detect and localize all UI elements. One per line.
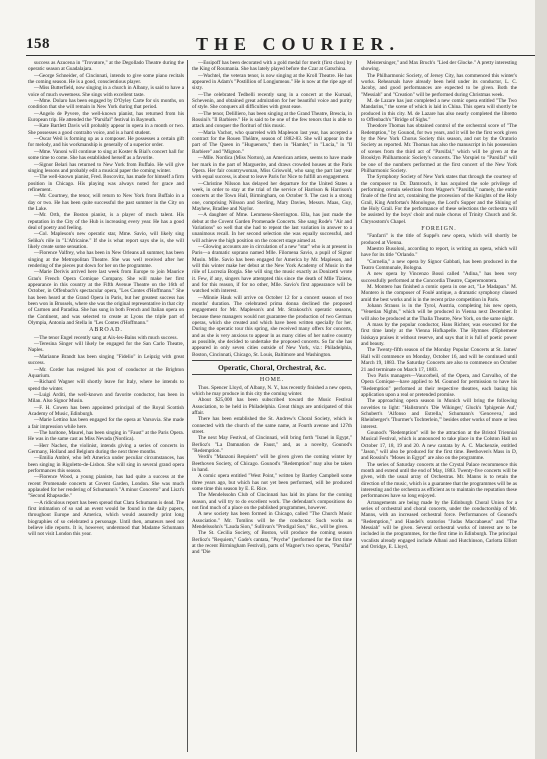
- page-edge: [535, 0, 547, 759]
- news-paragraph: Two Paris managers—Vaucorbeil, of the Opera, and Carvalho, of the Opera Comique—have applied to M. Gounod for permission to have his "Redemption" performed at their respective theatres, each basing his application upon a real or pretended promise.: [361, 372, 517, 398]
- news-paragraph: —Essipoff has been decorated with a gold medal for merit (first class) by the King of Roumania. She has lately played before the Czar at Gatschina.: [192, 60, 352, 73]
- news-paragraph: —Mr. Orth, the Boston pianist, is a player of much talent. His reputation in the City of the Hub is increasing every year. He has a good deal of poetry and feeling.: [28, 212, 184, 231]
- news-paragraph: —Mlle. Nordica (Miss Norton), an American artiste, seems to have made her mark in the part of Marguerite, and draws crowded houses at the Paris Opera. Her fair countrywoman, Miss Griswold, who sang the part last year with equal success, is about to leave Paris for Nice to fulfill an engagement.: [192, 155, 352, 181]
- section-heading: Operatic, Choral, Orchestral, &c.: [192, 360, 352, 375]
- news-paragraph: Verdi's "Manzoni Requiem" will be given given the coming winter by Beethoven Society, of Chicago. Gounod's "Redemption" may also be taken in hand.: [192, 454, 352, 473]
- news-paragraph: —Florence Valfrey, who has been in New Orleans all summer, has been singing at the Metropolitan Theatre. She was well received after her rendering of the pieces put down for her on the programme.: [28, 250, 184, 269]
- news-paragraph: —Glowing accounts are in circulation of a new "star" who is at present in Paris—a dramatic soprano named Mlle. Filomena Savio, a pupil of Signor Musin. Mlle. Savio has been engaged for America by Mr. Mapleson, and will this winter make her debut at the New York Academy of Music in the rôle of Lucrezia Borgia. She will sing the music exactly as Donizetti wrote it. Few, if any, singers have attempted this since the death of Mlle Tiziens, and for this reason, if for no other, Mlle. Savio's first appearance will be watched with interest.: [192, 243, 352, 295]
- news-paragraph: —Signor Belari has returned to New York from Buffalo. He will give singing lessons and probably edit a musical paper the coming winter.: [28, 161, 184, 174]
- column-rule: [187, 60, 188, 752]
- news-paragraph: The Twenty-fifth season of the Monday Popular Concerts at St. James' Hall will commence on Monday, October 16, and will be continued until March 19, 1883. The Saturday Concerts are also to commence on October 21 and terminate on March 17, 1883.: [361, 347, 517, 373]
- news-paragraph: —Wachtel, the veteran tenor, is now singing at the Kroll Theatre. He has appeared in Adam's "Postillion of Longjumeau." He is now at the ripe age of sixty.: [192, 72, 352, 92]
- news-paragraph: —Herr Nachez, the violinist, intends giving a series of concerts in Germany, Holland and Belgium during the next three months.: [28, 442, 184, 455]
- section-subheading: HOME.: [259, 377, 285, 384]
- news-paragraph: A mass by the popular conductor, Hans Richter, was executed for the first time lately at the Vienna Hofkapelle. The Hymnes d'Ephemene Isiskaya praises it without reserve, and says that it is full of poetic power and beauty.: [361, 322, 517, 348]
- news-paragraph: "Cornelia," a new opera by Signor Gabbati, has been produced in the Teatro Communale, Bologna.: [361, 258, 517, 271]
- news-paragraph: —Florence Wood, a young pianiste, has had quite a success at the recent Promenade concerts at Covent Garden, London. She was much applauded for her rendering of Schumann's "A minor Concerto" and Liszt's "Second Rhapsodie.": [28, 474, 184, 500]
- news-paragraph: —A ridiculous report has been spread that Clara Schumann is dead. The first intimation of so sad an event would be found in the daily papers, throughout Europe and America, which would assuredly print long biographies of so celebrated a personage. Until then, amateurs need not believe idle reports. It is, however, understood that Madame Schumann will not visit London this year.: [28, 499, 184, 538]
- news-paragraph: About $25,000 has been subscribed toward the Music Festival Association, to be held in Philadelphia. Great things are anticipated of this affair.: [192, 397, 352, 416]
- news-paragraph: —Oscar Weil is forming up as a composer. He possesses a certain gift for melody, and his workmanship is generally of a superior order.: [28, 136, 184, 149]
- column-left: [28, 60, 184, 750]
- news-paragraph: The Symphony Society of New York states that through the courtesy of the composer to Dr. Damrosch, it has acquired the sole privilege of performing certain selections from Wagner's "Parsifal," namely, the entire finale of the first act, containing the procession of the Knights of the Holy Grail, King Amfortas's Monologue, the Lord's Supper and the Shining of the Holy Grail. For the performance of these selections the orchestra will be assisted by the boys' choir and male chorus of Trinity Church and St. Chrysostom's Chapel.: [361, 174, 517, 225]
- section-subheading: ABROAD.: [89, 327, 123, 334]
- news-paragraph: The St. Cecilia Society, of Boston, will produce the coming season Berlioz's "Requiem," Gade's cantata, "Psyche" (performed for the first time at the recent Birmingham Festival), parts of Wagner's two operas, "Parsifal" and "Die: [192, 530, 352, 556]
- news-paragraph: —The tenor, Delilliero, has been singing at the Grand Theatre, Brescia, in Rossini's "Il Barbiere." He is said to be one of the few tenors that is able to attack and conquer the florituri of this music.: [192, 110, 352, 130]
- news-paragraph: —The baritone, Maurel, has been singing in "Faust" at the Paris Opera. He was in the same cast as Miss Nevada (Nordica).: [28, 429, 184, 443]
- news-paragraph: M. Montero has finished a comic opera in one act, "Le Madapan." M. Montero is the composer of Foulé antique, a dramatic symphony classed amid the best works and is in the recent prize competition in Paris.: [361, 284, 517, 303]
- masthead-title: THE COURIER.: [196, 34, 401, 54]
- section-subheading: FOREIGN.: [421, 225, 457, 232]
- page-header: [26, 33, 536, 56]
- column-rule: [356, 60, 357, 752]
- news-paragraph: —Mr. Corder has resigned his post of conductor at the Brighton Aquarium.: [28, 366, 184, 379]
- news-paragraph: —Marie Derivis arrived here last week from Europe to join Maurice Grau's French Opera Comique Company. She will make her first appearance in this country at the Fifth Avenue Theatre on the 16th of October, in Offenbach's spectacular opera, "Les Contes d'Hoffmann." She has been heard at the Grand Opera in Paris, but her greatest success has been won in Brussels, where she was the original representative in that city of Carmen and Paradisa. She has sung in both French and Italian opera on the Continent, and was selected to create at Lyons the triple part of Olympia, Antonia and Stella in "Les Contes d'Hoffmann.": [28, 269, 184, 327]
- news-paragraph: Arrangements are being made by the Edinburgh Choral Union for a series of orchestral and choral concerts, under the conductorship of Mr. Manns, with an increased orchestral force. Performances of Gounod's "Redemption," and Handel's oratorios "Judas Maccabaeus" and "The Messiah" will be given. Several orchestral works of interest are to be included in the programmes, for the first time in Edinburgh. The principal vocalists already engaged include Albani and Hutchinson, Carlotta Elliott and Orridge, E. Lloyd,: [361, 499, 517, 551]
- news-paragraph: Meistersinger," and Max Bruch's "Lied der Glocke." A pretty interesting showing.: [361, 60, 517, 73]
- news-paragraph: A new opera by Vincenzo Bossi called "Adina," has been very successfully performed at the Concordia Theatre, Caperemontera.: [361, 271, 517, 284]
- news-paragraph: M. de Lazare has just completed a new comic opera entitled "The Two Mandarins," the scene of which is laid in China. This opera will shortly be produced in this city. M. de Lazare has also nearly completed the libretto to Offenbach's "Bridge of Sighs.": [361, 98, 517, 124]
- news-paragraph: Thos. Spencer Lloyd, of Albany, N. Y., has recently finished a new opera, which he may produce in this city the coming winter.: [192, 384, 352, 397]
- news-paragraph: Maestro Busoloni, according to report, is writing an opera, which will have for its title "Orlando.": [361, 245, 517, 259]
- news-paragraph: The approaching opera season in Munich will bring the following novelties to light: "Hallstrom's 'Die Wikinger,' Gluck's 'Iphigenie Auf,' Schubert's 'Alfonso and Estrella,' Schumann's 'Genoveva,' and Rheinberger's 'Thurmer's Tochterlein,'" besides other works of more or less interest.: [361, 398, 517, 430]
- news-paragraph: —Kate Bartlett Davis will probably appear in opera in a month or two. She possesses a good contralto voice, and is a hard student.: [28, 123, 184, 136]
- news-paragraph: success as Azucena in "Trovatore," at the Degollado Theatre during the operatic season at Guadalajara.: [28, 60, 184, 73]
- news-paragraph: —A daughter of Mme. Lemmens-Sherrington. Ella, has just made the debut at the Covent Garden Promenade Concerts. She sang Rode's "Air and Variations" so well that she had to repeat the last variation in answer to a unanimous recall. In her second selection she was equally successful, and will achieve the high position on the concert stage aimed at.: [192, 212, 352, 244]
- news-paragraph: —Minnie Hauk will arrive on October 12 for a concert season of two months' duration. The celebrated prima donna declined the proposed engagement for Mr. Mapleson's and Mr. Strakosch's operatic seasons, because these managers would not guarantee the production of two German operas, which she created and which have been written specially for her. During the operatic tour this spring, she received many offers for concerts, and as she is very anxious to appear in as many cities of her native country as possible, she decided to undertake the proposed concerts. So far she has appeared in only seven cities outside of New York, viz.: Philadelphia, Boston, Cincinnati, Chicago, St. Louis, Baltimore and Washington.: [192, 294, 352, 358]
- news-paragraph: There has been established the St. Andrew's Choral Society, which is connected with the church of the same name, at Fourth avenue and 127th street.: [192, 416, 352, 435]
- news-paragraph: —Marie Lettino has been engaged for the opera at Varsovia. She made a fair impression while here.: [28, 417, 184, 430]
- news-paragraph: The next May Festival, of Cincinnati, will bring forth "Israel in Egypt," Berlioz's "La Damnation de Faust," and, as a novelty, Gounod's "Redemption.": [192, 435, 352, 454]
- news-paragraph: The Mendelssohn Club of Cincinnati has laid its plans for the coming season, and will try to do excellent work. The defendant's compositions do not find much of a place on the published programmes, however.: [192, 492, 352, 512]
- news-paragraph: A comic opera entitled "West Point," written by Bartley Campbell some three years ago, but which has not yet been performed, will be produced some time this season by E. E. Rice.: [192, 473, 352, 492]
- news-paragraph: —Mr. Courtney, the tenor, will return to New York from Buffalo in a day or two. He has been quite successful the past summer in the City on the Lake.: [28, 193, 184, 212]
- column-right: [361, 60, 517, 750]
- page-number: 158: [26, 36, 50, 52]
- news-paragraph: —Maria Vachot, who quarreled with Mapleson last year, has accepted a contract for the Rouen Théâtre, season of 1882-83. She will appear in the part of The Queen in "Huguenots," then in "Hamlet," in "Lucia," in "Il Barbiere" and "Mignon.": [192, 129, 352, 155]
- news-paragraph: —Angelo de Pyvere, the well-known pianist, has returned from his European trip. He attended the "Parsifal" festival in Bayreuth.: [28, 110, 184, 124]
- news-paragraph: The Philharmonic Society, of Jersey City, has commenced this winter's works. Rehearsals have already been held under its conductor, L. C. Jacoby, and good performances are expected to be given. Both the "Messiah" and "Creation" will be performed during Christmas week.: [361, 72, 517, 98]
- news-paragraph: —Mme. Dolaro has been engaged by D'Oyley Carte for six months, on condition that she will remain in New York during that period.: [28, 98, 184, 111]
- news-paragraph: —Emilia Ambré, who left America under peculiar circumstances, has been singing in Rigoletto-de-Lisbon. She will sing in several grand opera performances this season.: [28, 455, 184, 474]
- news-paragraph: —Marianne Brandt has been singing "Fidelio" in Leipzig with great success.: [28, 353, 184, 367]
- news-paragraph: —The celebrated Tedbelli recently sang in a concert at the Kursaal, Schevenin, and obtained great admiration for her beautiful voice and purity of style. She conquers all difficulties with great ease.: [192, 91, 352, 111]
- news-paragraph: —F. H. Cowen has been appointed principal of the Royal Scottish Academy of Music, Edinburgh.: [28, 404, 184, 417]
- news-paragraph: Theodore Thomas has obtained control of the orchestral score of "The Redemption," by Gounod, for two years, and it will be the first work given by the New York Chorus Society this season, and not by the Oratorio Society as reported. Mr. Thomas has also the manuscript in his possession of scenes from the third act of "Parsifal," which will be given at the Brooklyn Philharmonic Society's concerts. The Vorspiel to "Parsifal" will be one of the numbers performed at the first concert of the New York Philharmonic Society.: [361, 123, 517, 174]
- news-paragraph: —The well-known pianist, Fred. Boscovitz, has made for himself a firm position in Chicago. His playing was always noted for grace and refinement.: [28, 174, 184, 193]
- news-paragraph: —Luigi Arditi, the well-known and favorite conductor, has been in Milan. Also Signor Musin.: [28, 391, 184, 405]
- news-paragraph: —Mme. Vanoni will continue to sing at Koster & Bial's concert hall for some time to come. She has established herself as a favorite.: [28, 148, 184, 162]
- news-paragraph: Gounod's "Redemption" will be the attraction at the Bristol Triennial Musical Festival, which is announced to take place in the Colston Hall on October 17, 18, 19 and 20. A new cantata by A. C. Mackenzie, entitled "Jason," will also be produced for the first time. Beethoven's Mass in D, and Rossini's "Moses in Egypt" are also on the programme.: [361, 429, 517, 462]
- column-middle: [192, 60, 352, 750]
- news-paragraph: —Christine Nilsson has delayed her departure for the United States a week, in order to stay at the trial of the service of Harrison & Harrison's concerts at the Town Hall, Birmingham, on October 9. The cast is a strong one, comprising Nilsson and Sterling, Mary Davies, Messrs. Maas, Guy, Mayhew, Bradlee and Naylor.: [192, 180, 352, 212]
- news-paragraph: —George Schneider, of Cincinnati, intends to give some piano recitals the coming season. He is a good, conscientious player.: [28, 72, 184, 86]
- news-paragraph: A new society has been formed in Chicago, called "The Church Music Association." Mr. Tomlins will be the conductor. Such works as Mendelssohn's "Lauda Sion," Sullivan's "Prodigal Son," &c., will be given.: [192, 511, 352, 531]
- news-paragraph: The series of Saturday concerts at the Crystal Palace recommence this month and extend until the end of May, 1883. Twenty-five concerts will be given, with the usual array of Orchestras. Mr. Manns is to retain the direction of the music, which is a guarantee that the programmes will be as interesting and the orchestra as efficient as to maintain the reputation these performances have so long enjoyed.: [361, 461, 517, 500]
- news-paragraph: "Fanfarri" is the title of Suppé's new opera, which will shortly be produced at Vienna.: [361, 233, 517, 246]
- news-paragraph: —Richard Wagner will shortly leave for Italy, where he intends to spend the winter.: [28, 379, 184, 392]
- news-paragraph: —Miss Butterfield, now singing in a church in Albany, is said to have a voice of much sweetness. She sings with excellent taste.: [28, 85, 184, 98]
- news-paragraph: —Col. Mapleson's new operatic star, Mme. Savio, will likely sing Selika's rôle in "L'Africaine." If she is what report says she is, she will likely create some sensation.: [28, 231, 184, 250]
- news-paragraph: Johann Strauss is in the Tyrol, Austria, completing his new opera, "Venetian Nights," which will be produced in Vienna next December. It will also be produced at the Thalia Theatre, New York, on the same night.: [361, 303, 517, 322]
- news-paragraph: —The tenor Engel recently sang at Aix-les-Bains with much success.: [34, 334, 178, 341]
- news-paragraph: —Teresina Singer will likely be engaged for the San Carlo Theatre, Naples.: [28, 341, 184, 354]
